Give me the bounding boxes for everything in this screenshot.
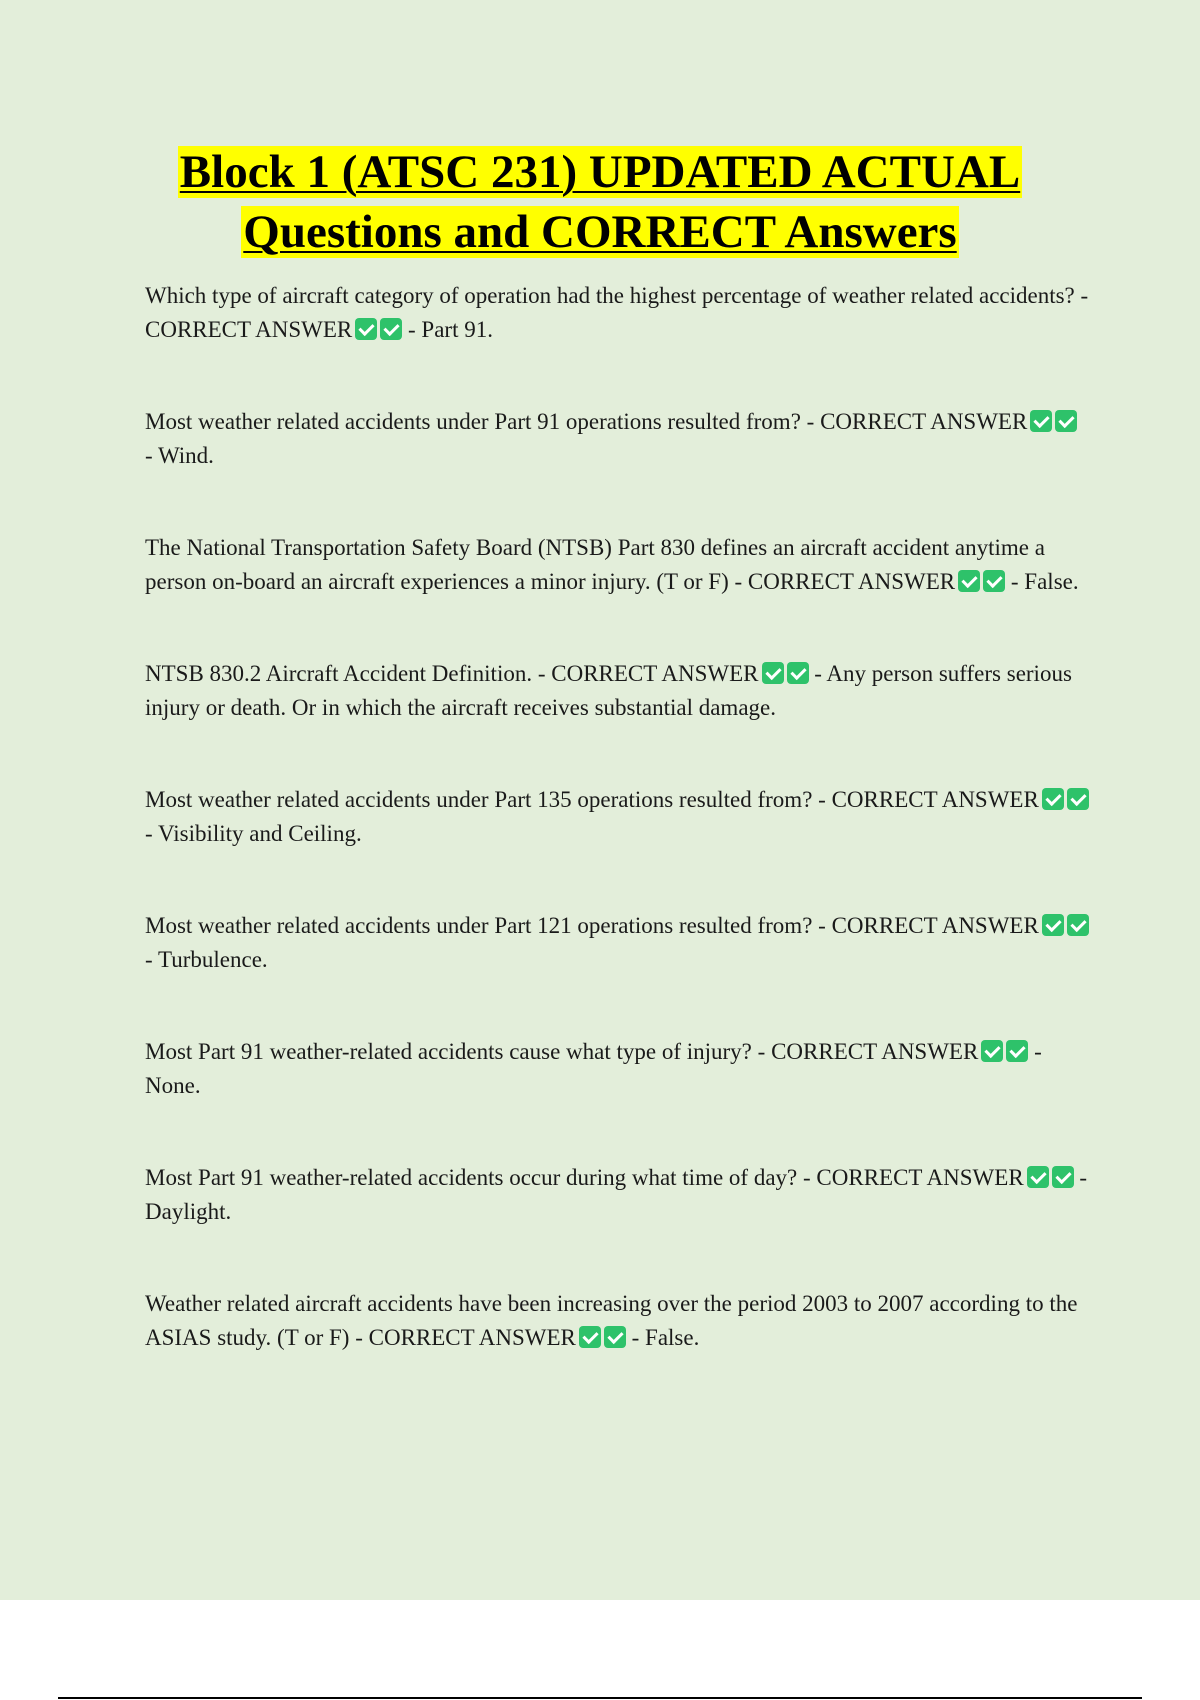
- check-mark-box-icon: [579, 1326, 601, 1348]
- check-mark-box-icon: [604, 1326, 626, 1348]
- check-mark-box-icon: [1067, 914, 1089, 936]
- qa-item: [145, 909, 1090, 977]
- qa-item: [145, 1161, 1090, 1229]
- answer-text: - Daylight.: [145, 1165, 1088, 1224]
- qa-item: [145, 783, 1090, 851]
- check-mark-box-icon: [1067, 788, 1089, 810]
- question-text: Most weather related accidents under Part 121 operations resulted from?: [145, 913, 813, 938]
- qa-item: [145, 531, 1090, 599]
- check-mark-box-icon: [1042, 788, 1064, 810]
- qa-item: [145, 657, 1090, 725]
- check-mark-box-icon: [958, 570, 980, 592]
- title-line-2: Questions and CORRECT Answers: [243, 206, 957, 258]
- check-mark-box-icon: [983, 570, 1005, 592]
- correct-answer-label: - CORRECT ANSWER: [355, 1325, 576, 1350]
- check-mark-box-icon: [1027, 1166, 1049, 1188]
- check-mark-box-icon: [762, 662, 784, 684]
- correct-answer-label: - CORRECT ANSWER: [537, 661, 759, 686]
- question-text: Most weather related accidents under Part 91 operations resulted from?: [145, 409, 801, 434]
- check-mark-box-icon: [1030, 410, 1052, 432]
- question-text: Most weather related accidents under Part 135 operations resulted from?: [145, 787, 813, 812]
- check-mark-box-icon: [355, 318, 377, 340]
- answer-text: - None.: [145, 1039, 1042, 1098]
- check-mark-box-icon: [1052, 1166, 1074, 1188]
- footer-divider: [58, 1697, 1142, 1699]
- correct-answer-label: - CORRECT ANSWER: [757, 1039, 979, 1064]
- check-mark-box-icon: [1006, 1040, 1028, 1062]
- title-line-1: Block 1 (ATSC 231) UPDATED ACTUAL: [179, 146, 1021, 198]
- answer-text: - Turbulence.: [145, 947, 268, 972]
- correct-answer-label: - CORRECT ANSWER: [734, 569, 956, 594]
- check-mark-box-icon: [1055, 410, 1077, 432]
- answer-text: - Wind.: [145, 443, 214, 468]
- check-mark-box-icon: [981, 1040, 1003, 1062]
- answer-text: - Visibility and Ceiling.: [145, 821, 362, 846]
- correct-answer-label: - CORRECT ANSWER: [818, 787, 1039, 812]
- question-text: Most Part 91 weather-related accidents occur during what time of day?: [145, 1165, 798, 1190]
- question-text: NTSB 830.2 Aircraft Accident Definition.: [145, 661, 533, 686]
- check-mark-box-icon: [380, 318, 402, 340]
- qa-item: [145, 1287, 1090, 1355]
- qa-item: [145, 279, 1090, 347]
- answer-text: - False.: [625, 1325, 700, 1350]
- correct-answer-label: - CORRECT ANSWER: [818, 913, 1039, 938]
- answer-text: - Any person suffers serious injury or death. Or in which the aircraft receives substantial damage.: [145, 661, 1072, 720]
- question-text: Weather related aircraft accidents have been increasing over the period 2003 to 2007 according to the ASIAS study. (T or F): [145, 1291, 1078, 1350]
- answer-text: - Part 91.: [402, 317, 493, 342]
- question-text: Most Part 91 weather-related accidents cause what type of injury?: [145, 1039, 752, 1064]
- document-title: [0, 142, 1200, 262]
- answer-text: - False.: [1005, 569, 1079, 594]
- qa-item: [145, 1035, 1090, 1103]
- qa-item: [145, 405, 1090, 473]
- check-mark-box-icon: [1042, 914, 1064, 936]
- correct-answer-label: - CORRECT ANSWER: [803, 1165, 1024, 1190]
- correct-answer-label: - CORRECT ANSWER: [806, 409, 1028, 434]
- correct-answer-label: - CORRECT ANSWER: [145, 283, 1089, 342]
- qa-list: [145, 279, 1090, 1355]
- question-text: Which type of aircraft category of operation had the highest percentage of weather related accidents?: [145, 283, 1075, 308]
- check-mark-box-icon: [787, 662, 809, 684]
- question-text: The National Transportation Safety Board (NTSB) Part 830 defines an aircraft accident anytime a person on-board an aircraft experiences a minor injury. (T or F): [145, 535, 1045, 594]
